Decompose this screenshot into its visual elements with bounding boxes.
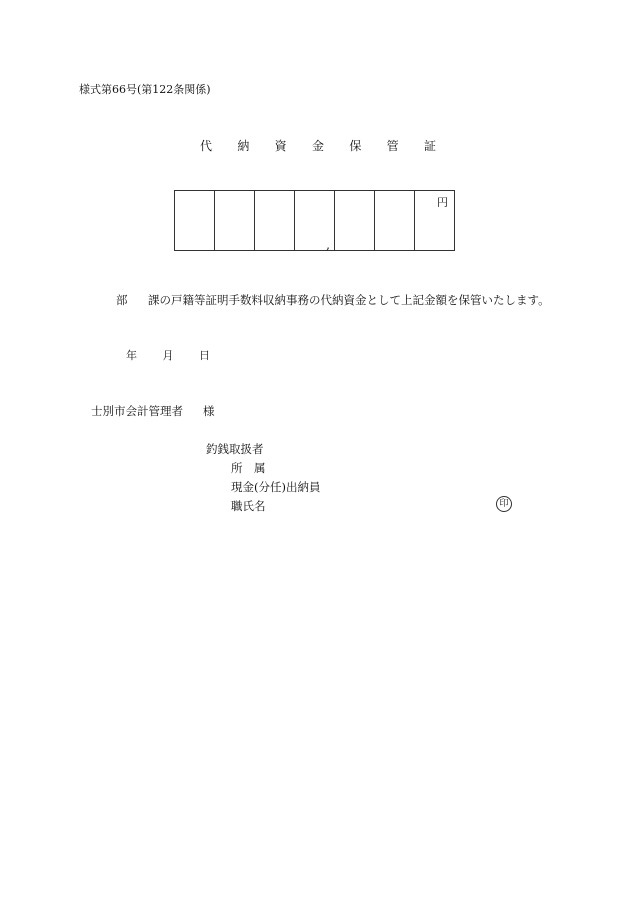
amount-digit-cell[interactable]: [375, 191, 415, 250]
form-number: 様式第66号(第122条関係): [79, 83, 211, 96]
statement-paragraph: [79, 291, 559, 310]
amount-box: [174, 190, 455, 251]
date-year: 年: [126, 349, 137, 362]
title-char: 資: [274, 139, 287, 153]
date-day: 日: [199, 349, 210, 362]
recipient-honorific: 様: [203, 404, 215, 418]
title-char: 管: [386, 139, 399, 153]
amount-digit-cell[interactable]: [175, 191, 215, 250]
title-char: 納: [237, 139, 250, 153]
date-month: 月: [162, 349, 174, 362]
handler-title: 釣銭取扱者: [206, 442, 264, 456]
handler-name-label: 職氏名: [231, 499, 266, 513]
title-char: 代: [200, 139, 213, 153]
document-title: [200, 137, 436, 154]
title-char: 保: [349, 139, 362, 153]
handler-affiliation: 所 属: [231, 461, 266, 475]
seal-mark-icon: 印: [496, 496, 512, 512]
amount-digit-cell[interactable]: [215, 191, 255, 250]
statement-text: 課の戸籍等証明手数料収納事務の代納資金として上記金額を保管いたします。: [148, 293, 550, 307]
yen-unit: 円: [437, 196, 448, 209]
amount-digit-cell[interactable]: [255, 191, 295, 250]
title-char: 証: [423, 139, 436, 153]
handler-role: 現金(分任)出納員: [231, 480, 321, 494]
amount-digit-cell[interactable]: [335, 191, 375, 250]
department-label: 部: [116, 293, 128, 307]
amount-digit-cell[interactable]: [295, 191, 335, 250]
recipient-line: [91, 403, 215, 419]
title-char: 金: [311, 139, 324, 153]
date-line: [126, 347, 232, 363]
recipient-name: 士別市会計管理者: [91, 404, 183, 418]
amount-digit-cell[interactable]: [415, 191, 454, 250]
thousands-comma: ,: [326, 238, 330, 252]
